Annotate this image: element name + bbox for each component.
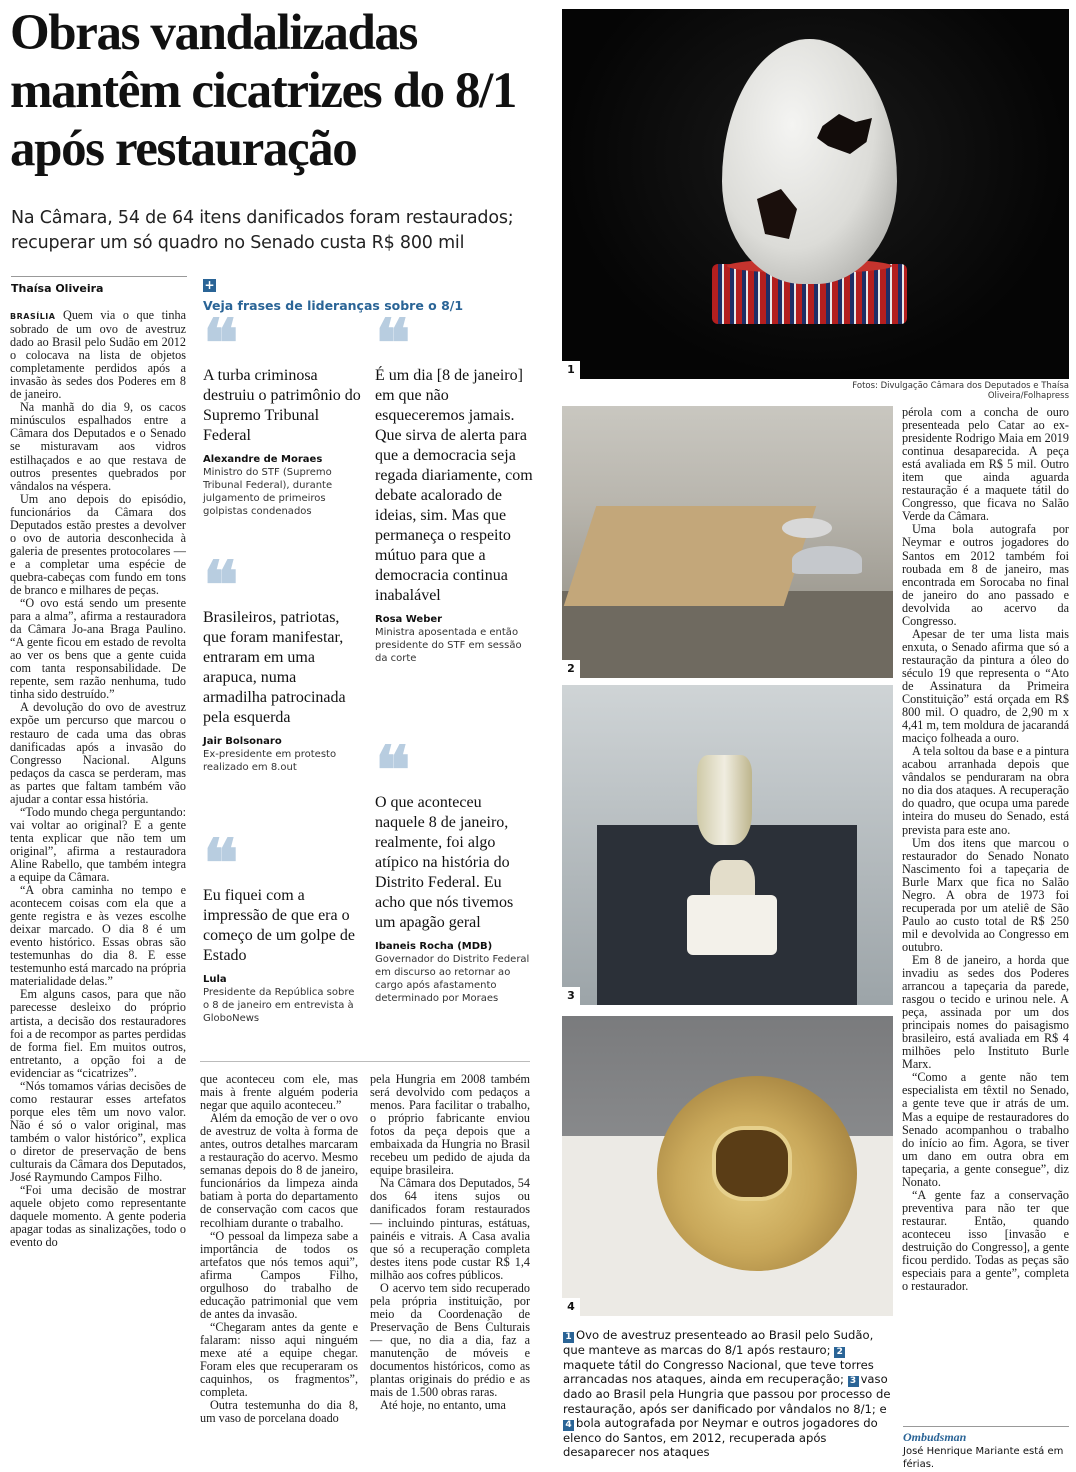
- paragraph: Um ano depois do episódio, funcionários da Câmara dos Deputados estão prestes a devolver o ovo de autoria desconhecida à galeria de presentes protocolares — e a completar uma espécie de quebra-cabeças com fundo em tons de branco e milhares de peças.: [10, 491, 186, 597]
- caption-number: 4: [563, 1420, 574, 1431]
- paragraph: Além da emoção de ver o ovo de avestruz de volta à forma de antes, outros detalhes marcaram a restauração do acervo. Mesmo semanas depois do 8 de janeiro, funcionários da limpeza ainda batiam à porta do departamento de conservação com cacos que recolhiam durante o trabalho.: [200, 1111, 358, 1230]
- caption-text: Ovo de avestruz presenteado ao Brasil pelo Sudão, que manteve as marcas do 8/1 após restauro;: [563, 1328, 874, 1357]
- article-column-3: [370, 1073, 530, 1412]
- article-column-5: [902, 406, 1069, 1293]
- caption-number: 3: [848, 1376, 859, 1387]
- headline: Obras vandalizadas mantêm cicatrizes do 8/1 após restauração: [10, 5, 516, 177]
- paragraph: Apesar de ter uma lista mais enxuta, o Senado afirma que só a restauração da pintura a óleo do século 19 que representa o “Ato de Assinatura da Primeira Constituição” está orçada em R$ 800 mil. O quadro, de 2,90 m x 4,41 m, tem moldura de jacarandá maciço folheada a ouro.: [902, 626, 1069, 746]
- quote-bolsonaro: [203, 546, 363, 774]
- paragraph: pela Hungria em 2008 também será devolvido com pedaços a menos. Para facilitar o trabalho, o próprio fabricante enviou fotos da peça depois que a embaixada da Hungria no Brasil recebeu um pedido de ajuda da equipe brasileira.: [370, 1072, 530, 1178]
- ostrich-egg: [722, 39, 897, 284]
- quote-mark-icon: ❝: [375, 304, 405, 382]
- plus-icon: +: [204, 278, 215, 292]
- paragraph: “Como a gente não tem especialista em têxtil no Senado, a gente teve que ir atrás de um. Mas a equipe de restauradores do Senado acompanhou o trabalho do início ao fim. Agora, se tiver um dano em outra obra em tapeçaria, a gente consegue”, diz Nonato.: [902, 1070, 1069, 1189]
- paragraph: Outra testemunha do dia 8, um vaso de porcelana doado: [200, 1398, 358, 1426]
- quote-text: A turba criminosa destruiu o patrimônio do Supremo Tribunal Federal: [203, 367, 361, 444]
- paragraph: [10, 309, 186, 401]
- paragraph: Até hoje, no entanto, uma: [380, 1398, 506, 1413]
- paragraph: “Foi uma decisão de mostrar aquele objeto como representante daquele momento. A gente poderia apagar todas as sinalizações, todo o evento do: [10, 1183, 186, 1250]
- model-dome: [792, 546, 862, 574]
- quote-text: É um dia [8 de janeiro] em que não esqueceremos jamais. Que sirva de alerta para que a democracia seja regada diariamente, com debate acalorado de ideias, sim. Mas que permaneça o respeito mútuo para que a democracia continua inabalável: [375, 367, 533, 604]
- photo-number: 1: [562, 361, 580, 379]
- paragraph: “Todo mundo chega perguntando: vai voltar ao original? E a gente tenta explicar que não tem um original”, afirma a restauradora Aline Rabello, que também integra a equipe da Câmara.: [10, 804, 186, 885]
- photo-hungarian-vase: [562, 685, 893, 1005]
- quote-lula: [203, 824, 363, 1025]
- byline-rule: [11, 276, 187, 277]
- paragraph: A tela soltou da base e a pintura acabou arranhada depois que vândalos se penduraram na obra no dia dos ataques. A recuperação do quadro, que ocupa uma parede inteira do museu do Senado, está prevista para este ano.: [902, 744, 1069, 837]
- caption-number: 2: [834, 1347, 845, 1358]
- paragraph: “Nós tomamos várias decisões de como restaurar esses artefatos porque eles têm um novo valor. Não é só o valor original, mas também o valor histórico”, explica o diretor de preservação de bens culturais da Câmara dos Deputados, José Raymundo Campos Filho.: [10, 1078, 186, 1185]
- ombudsman-rule: [903, 1426, 1069, 1427]
- paragraph: “O pessoal da limpeza sabe a importância de todos os artefatos que nós temos aqui”, afirma Campos Filho, orgulhoso do trabalho de educação patrimonial que vem de antes da invasão.: [200, 1228, 358, 1321]
- photo-number: 3: [562, 987, 580, 1005]
- quote-author-role: Governador do Distrito Federal em discurso ao retornar ao cargo após afastamento determinado por Moraes: [375, 954, 530, 1004]
- quote-moraes: [203, 304, 363, 518]
- model-board: [564, 506, 816, 606]
- paragraph: O acervo tem sido recuperado pela própria instituição, por meio da Coordenação de Preservação de Bens Culturais — que, no dia a dia, faz a manutenção de móveis e documentos históricos, como as plantas originais do prédio e as mais de 1.500 obras raras.: [370, 1280, 530, 1400]
- vase-top: [697, 755, 752, 845]
- dateline: BRASÍLIA: [10, 312, 56, 321]
- paragraph: Na manhã do dia 9, os cacos minúsculos espalhados entre a Câmara dos Deputados e o Senado se misturavam aos vidros estilhaçados e ao que restava de outros presentes quebrados por vândalos na véspera.: [10, 400, 186, 493]
- egg-missing-piece: [817, 114, 872, 154]
- paragraph-text: Quem via o que tinha sobrado de um ovo de avestruz dado ao Brasil pelo Sudão em 2012 o colocava na lista de objetos completamente perdidos após a invasão às sedes dos Poderes em 8 de janeiro.: [10, 308, 186, 402]
- quote-author-role: Ministra aposentada e então presidente do STF em sessão da corte: [375, 627, 522, 664]
- plaque: [687, 895, 777, 955]
- photo-ostrich-egg: [562, 9, 1069, 379]
- quote-mark-icon: ❝: [203, 824, 233, 902]
- caption-number: 1: [563, 1332, 574, 1343]
- caption-text: vaso dado ao Brasil pela Hungria que passou por processo de restauração, após ser danificado por vândalos no 8/1; e: [563, 1372, 891, 1416]
- caption-text: maquete tátil do Congresso Nacional, que teve torres arrancadas nos ataques, ainda em recuperação;: [563, 1358, 874, 1387]
- paragraph: “A gente faz a conservação preventiva para não ter que restaurar. Então, quando aconteceu isso [invasão e destruição do Congresso], a gente ficou perdido. Todas as peças são especiais para a gente”, completa o restaurador.: [902, 1187, 1069, 1294]
- egg-missing-piece: [757, 189, 797, 239]
- article-column-2: [200, 1073, 358, 1425]
- caption-text: bola autografada por Neymar e outros jogadores do elenco do Santos, em 2012, recuperada após desaparecer nos ataques: [563, 1415, 878, 1460]
- photo-tactile-model: [562, 406, 893, 678]
- article-column-1: [10, 309, 186, 1249]
- paragraph: que aconteceu com ele, mas mais à frente alguém poderia negar que aquilo aconteceu.”: [200, 1072, 358, 1113]
- quote-ibaneis: [375, 731, 535, 1005]
- quote-text: O que aconteceu naquele 8 de janeiro, realmente, foi algo atípico na história do Distrito Federal. Eu acho que nós tivemos um apagão geral: [375, 794, 514, 931]
- paragraph: Um dos itens que marcou o restaurador do Senado Nonato Nascimento foi a tapeçaria de Burle Marx que fica no Salão Negro. A obra de 1973 foi recuperada por um ateliê de São Paulo ao custo total de R$ 250 mil e devolvida ao Congresso em outubro.: [902, 835, 1069, 954]
- quotes-box-rule: [200, 1061, 530, 1062]
- paragraph: “Chegaram antes da gente e falaram: nisso aqui ninguém mexe até a equipe chegar. Foram eles que recuperaram os caquinhos, os fragmentos”, completa.: [200, 1319, 358, 1400]
- paragraph: A devolução do ovo de avestruz expõe um percurso que marcou o restauro de cada uma das obras danificadas após a invasão do Congresso Nacional. Alguns pedaços da casca se perderam, mas as partes que faltam também vão ajudar a contar essa história.: [10, 700, 186, 806]
- quote-author: Rosa Weber: [375, 614, 443, 625]
- quote-author-role: Ministro do STF (Supremo Tribunal Federal), durante julgamento de primeiros golpistas condenados: [203, 467, 333, 517]
- photo-signed-ball: [562, 1016, 893, 1316]
- ball-panel: [712, 1126, 792, 1201]
- ombudsman-note: José Henrique Mariante está em férias.: [903, 1446, 1064, 1470]
- paragraph: Uma bola autografa por Neymar e outros jogadores do Santos em 2012 também foi roubada em 8 de janeiro, mas encontrada em Sorocaba no final de janeiro do ano passado e devolvida ao acervo da Congresso.: [902, 522, 1069, 628]
- photo-number: 2: [562, 660, 580, 678]
- quotes-box-title: Veja frases de lideranças sobre o 8/1: [203, 298, 464, 313]
- quote-author-role: Presidente da República sobre o 8 de janeiro em entrevista à GloboNews: [203, 987, 355, 1024]
- quote-mark-icon: ❝: [203, 304, 233, 382]
- paragraph: “O ovo está sendo um presente para a alma”, afirma a restauradora da Câmara Jo-ana Braga Paulino. “A gente ficou em estado de revolta ao ver os bens que a gente cuida com tanta responsabilidade. De repente, sem razão nenhuma, tudo tinha sido destruído.”: [10, 596, 186, 702]
- quote-rosa-weber: [375, 304, 535, 665]
- quote-text: Brasileiros, patriotas, que foram manifestar, entraram em uma arapuca, numa armadilha patrocinada pela esquerda: [203, 609, 346, 726]
- paragraph: Em alguns casos, para que não parecesse desleixo do próprio artista, a decisão dos restauradores foi a de recompor as partes perdidas de forma fiel. Em muitos outros, entretanto, a opção foi a de evidenciar as “cicatrizes”.: [10, 987, 186, 1080]
- quote-mark-icon: ❝: [203, 546, 233, 624]
- deck: Na Câmara, 54 de 64 itens danificados foram restaurados; recuperar um só quadro no Senado custa R$ 800 mil: [11, 208, 514, 253]
- ombudsman-title: Ombudsman: [903, 1430, 967, 1444]
- quote-author: Lula: [203, 974, 227, 985]
- quote-author-role: Ex-presidente em protesto realizado em 8.out: [203, 749, 337, 773]
- photo-number: 4: [562, 1298, 580, 1316]
- quote-author: Alexandre de Moraes: [203, 454, 323, 465]
- paragraph: pérola com a concha de ouro presenteada pelo Catar ao ex-presidente Rodrigo Maia em 2019 continua desaparecida. A peça está avaliada em R$ 5 mil. Outro item que ainda aguarda restauração é a maquete tátil do Congresso, que ficava no Salão Verde da Câmara.: [902, 405, 1069, 524]
- model-dish: [782, 518, 832, 538]
- paragraph: Em 8 de janeiro, a horda que invadiu as sedes dos Poderes arrancou a tapeçaria da parede, rasgou o tecido e urinou nele. A peça, assinada por um dos principais nomes do paisagismo brasileiro, está avaliada em R$ 4 milhões pelo Instituto Burle Marx.: [902, 952, 1069, 1072]
- photo-caption: [563, 1328, 893, 1459]
- byline: Thaísa Oliveira: [11, 282, 104, 295]
- quote-author: Jair Bolsonaro: [203, 736, 282, 747]
- quote-text: Eu fiquei com a impressão de que era o começo de um golpe de Estado: [203, 887, 355, 964]
- photo-credit: Fotos: Divulgação Câmara dos Deputados e Thaísa Oliveira/Folhapress: [852, 381, 1069, 401]
- paragraph: “A obra caminha no tempo e acontecem coisas com ela que a gente registra e às vezes escolhe deixar marcado. O dia 8 é um evento histórico. Essas obras são testemunhas do dia 8. E esse testemunho está marcado na própria materialidade delas.”: [10, 883, 186, 989]
- quote-mark-icon: ❝: [375, 731, 405, 809]
- quote-author: Ibaneis Rocha (MDB): [375, 941, 493, 952]
- paragraph: Na Câmara dos Deputados, 54 dos 64 itens sujos ou danificados foram restaurados — incluindo pinturas, estátuas, painéis e vitrais. A Casa avalia que só a recuperação completa destes itens pode custar R$ 1,4 milhão aos cofres públicos.: [370, 1176, 530, 1282]
